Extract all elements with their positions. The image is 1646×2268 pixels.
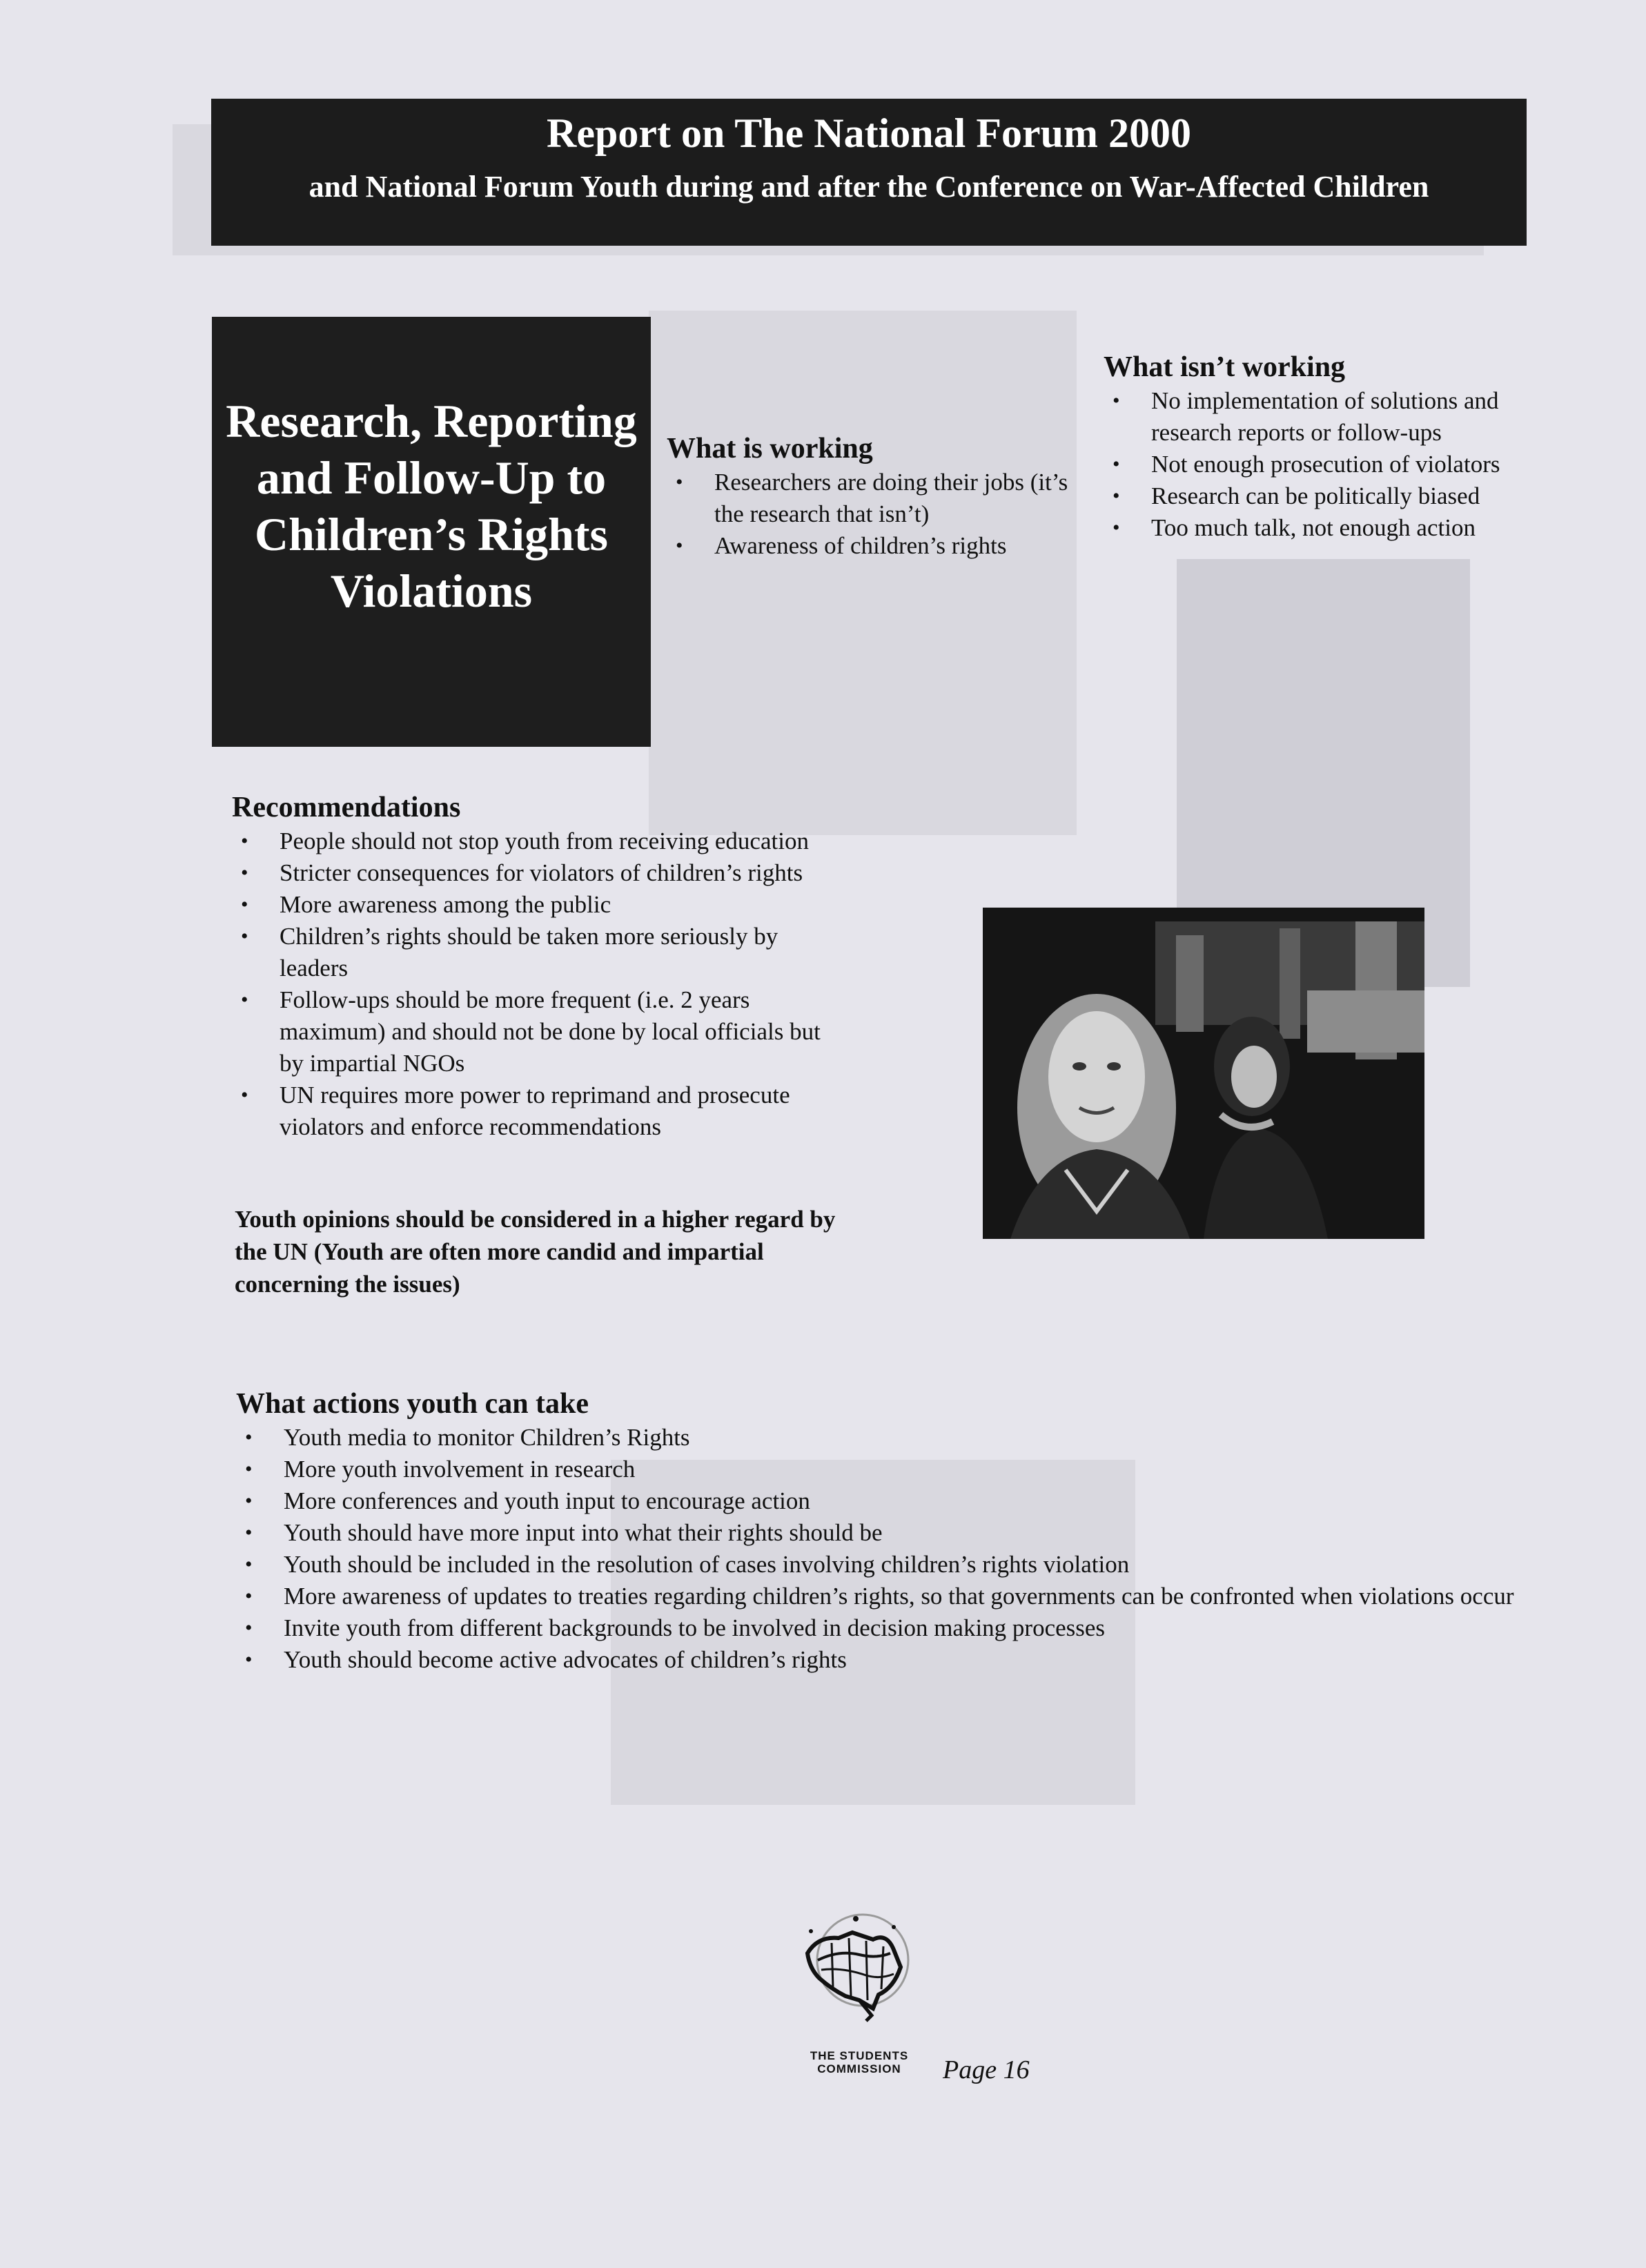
list-item: • Awareness of children’s rights (667, 530, 1081, 562)
bleed-through-panel-left (649, 311, 1077, 835)
youth-photo (983, 908, 1424, 1239)
list-item: • People should not stop youth from receiving education (232, 825, 839, 857)
list-item: • Follow-ups should be more frequent (i.e. 2 years maximum) and should not be done by local officials but by impartial NGOs (232, 984, 839, 1079)
list-item: • Youth should be included in the resolution of cases involving children’s rights violation (236, 1549, 1534, 1581)
logo-text-line1: THE STUDENTS (810, 2049, 909, 2062)
globe-map-icon (790, 1912, 928, 2050)
students-commission-logo (790, 1912, 928, 2084)
section-title-box (212, 317, 651, 747)
section-title: Research, Reporting and Follow-Up to Children’s Rights Violations (226, 394, 637, 617)
list-item: • Stricter consequences for violators of children’s rights (232, 857, 839, 889)
youth-photo-image (983, 908, 1424, 1239)
what-isnt-working-block (1104, 349, 1518, 544)
youth-actions-list (236, 1422, 1534, 1676)
list-item: • Youth should have more input into what their rights should be (236, 1517, 1534, 1549)
list-item: • Youth media to monitor Children’s Rights (236, 1422, 1534, 1454)
what-is-working-block (667, 431, 1081, 562)
list-item: • Youth should become active advocates of children’s rights (236, 1644, 1534, 1676)
header-banner (211, 99, 1527, 246)
list-item: • Research can be politically biased (1104, 480, 1518, 512)
recommendations-heading: Recommendations (232, 792, 461, 823)
youth-actions-block (236, 1386, 1534, 1676)
list-item: • Researchers are doing their jobs (it’s the research that isn’t) (667, 467, 1081, 530)
recommendations-list (232, 825, 839, 1143)
report-subtitle: and National Forum Youth during and after the Conference on War-Affected Children (308, 170, 1429, 204)
page-number: Page 16 (943, 2055, 1030, 2084)
list-item: • Too much talk, not enough action (1104, 512, 1518, 544)
logo-text-line2: COMMISSION (817, 2062, 901, 2075)
what-isnt-working-list (1104, 385, 1518, 544)
youth-actions-heading: What actions youth can take (236, 1388, 589, 1420)
recommendations-block (232, 790, 839, 1143)
what-is-working-list (667, 467, 1081, 562)
list-item: • More awareness of updates to treaties regarding children’s rights, so that governments can be confronted when violations occur (236, 1581, 1534, 1612)
list-item: • More youth involvement in research (236, 1454, 1534, 1485)
list-item: • Invite youth from different backgrounds to be involved in decision making processes (236, 1612, 1534, 1644)
list-item: • Children’s rights should be taken more seriously by leaders (232, 921, 839, 984)
list-item: • More conferences and youth input to encourage action (236, 1485, 1534, 1517)
list-item: • UN requires more power to reprimand and prosecute violators and enforce recommendations (232, 1079, 839, 1143)
report-title: Report on The National Forum 2000 (547, 110, 1191, 156)
list-item: • No implementation of solutions and research reports or follow-ups (1104, 385, 1518, 449)
list-item: • More awareness among the public (232, 889, 839, 921)
what-isnt-working-heading: What isn’t working (1104, 351, 1346, 383)
what-is-working-heading: What is working (667, 433, 873, 465)
recommendations-bold-note: Youth opinions should be considered in a higher regard by the UN (Youth are often more candid and impartial concerning the issues) (235, 1206, 836, 1298)
list-item: • Not enough prosecution of violators (1104, 449, 1518, 480)
